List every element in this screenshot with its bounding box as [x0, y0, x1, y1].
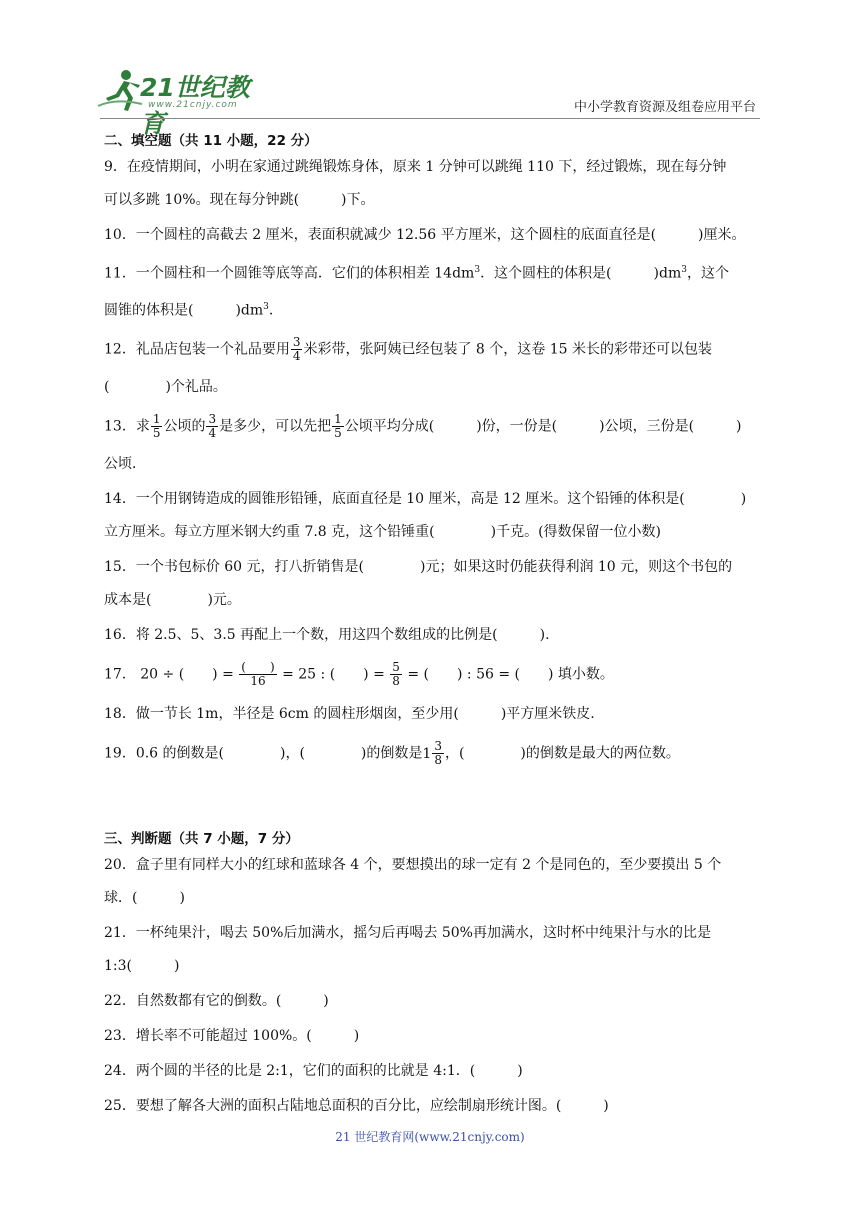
superscript: 3 [681, 265, 687, 275]
fraction: $\frac{3}{4}$ [208, 412, 217, 441]
question-23 [104, 1027, 760, 1045]
question-13 [104, 413, 760, 473]
header-platform-text: 中小学教育资源及组卷应用平台 [573, 100, 756, 115]
question-text: ( )个礼品。 [104, 379, 227, 396]
question-text: 16．将 2.5、5、3.5 再配上一个数，用这四个数组成的比例是( ). [104, 627, 550, 644]
fraction: $\frac{( )}{16}$ [241, 660, 275, 689]
question-text: 公顷． [104, 456, 146, 473]
question-25 [104, 1097, 760, 1115]
question-text: 立方厘米。每立方厘米钢大约重 7.8 克，这个铅锤重( )千克。(得数保留一位小数) [104, 524, 662, 541]
fraction: $\frac{1}{5}$ [334, 412, 342, 441]
fraction: $\frac{1}{5}$ [152, 412, 161, 441]
question-16 [104, 626, 760, 644]
question-text: = ( ) : 56 = ( ) 填小数。 [402, 666, 614, 683]
fraction: $\frac{3}{4}$ [292, 335, 301, 364]
question-17 [104, 661, 760, 688]
question-text: . [268, 302, 274, 319]
superscript: 3 [474, 265, 481, 275]
section-title-true-false: 三、判断题（共 7 小题，7 分） [104, 831, 299, 848]
question-text: 可以多跳 10%。现在每分钟跳( )下。 [104, 192, 375, 208]
question-text: 11．一个圆柱和一个圆锥等底等高．它们的体积相差 14dm [104, 265, 475, 282]
question-text: 米彩带，张阿姨已经包装了 8 个，这卷 15 米长的彩带还可以包装 [303, 341, 712, 358]
question-text: 23．增长率不可能超过 100%。( ) [104, 1028, 360, 1045]
question-11 [104, 261, 760, 319]
question-text: ，( )的倒数是最大的两位数。 [444, 745, 680, 762]
logo [96, 66, 266, 138]
question-10 [104, 226, 760, 244]
question-text: 10．一个圆柱的高截去 2 厘米，表面积就减少 12.56 平方厘米，这个圆柱的底面直径是( )厘米。 [104, 227, 746, 243]
question-text: 19．0.6 的倒数是( )，( )的倒数是 [104, 745, 423, 762]
question-text: 12．礼品店包装一个礼品要用 [104, 341, 290, 358]
question-24 [104, 1062, 760, 1080]
runner-icon [96, 68, 144, 114]
question-text: 公顷的 [163, 418, 206, 435]
question-text: 15．一个书包标价 60 元，打八折销售是( )元；如果这时仍能获得利润 10 元，则这个书包的 [104, 559, 733, 576]
logo-url: www.21cnjy.com [148, 100, 238, 110]
fraction: $\frac{5}{8}$ [392, 660, 400, 689]
page-footer: 21 世纪教育网(www.21cnjy.com) [335, 1130, 525, 1144]
question-text: 球．( ) [104, 890, 185, 907]
question-text: 圆锥的体积是( )dm [104, 302, 264, 319]
question-12 [104, 336, 760, 396]
question-text: ，这个 [686, 265, 729, 282]
question-text: 成本是( )元。 [104, 592, 241, 609]
document-body [104, 128, 760, 1132]
question-text: 24．两个圆的半径的比是 2:1，它们的面积的比就是 4:1．( ) [104, 1063, 523, 1080]
question-text: 9．在疫情期间，小明在家通过跳绳锻炼身体，原来 1 分钟可以跳绳 110 下，经过锻炼，现在每分钟 [104, 159, 727, 175]
superscript: 3 [263, 301, 269, 312]
question-text: 13．求 [104, 418, 150, 435]
question-text: ．这个圆柱的体积是( )dm [480, 265, 682, 282]
question-20 [104, 856, 760, 907]
question-21 [104, 924, 760, 975]
question-9 [104, 158, 760, 209]
question-text: 是多少，可以先把 [219, 418, 332, 435]
question-text: 17． 20 ÷ ( ) = [104, 666, 239, 683]
mixed-number: 1 $\frac{3}{8}$ [422, 739, 442, 768]
question-22 [104, 992, 760, 1010]
question-19 [104, 740, 760, 767]
page-header [0, 0, 860, 138]
question-14 [104, 490, 760, 541]
section-title-fill-blank: 二、填空题（共 11 小题，22 分） [104, 133, 318, 149]
header-divider [100, 118, 760, 119]
question-text: 公顷平均分成( )份，一份是( )公顷，三份是( ) [344, 418, 742, 435]
question-text: 20．盒子里有同样大小的红球和蓝球各 4 个，要想摸出的球一定有 2 个是同色的，至少要摸出 5 个 [104, 857, 722, 874]
question-15 [104, 558, 760, 609]
question-text: 1:3( ) [104, 958, 180, 975]
question-text: 14．一个用钢铸造成的圆锥形铅锤，底面直径是 10 厘米，高是 12 厘米。这个铅锤的体积是( ) [104, 491, 747, 508]
question-18 [104, 705, 760, 723]
question-text: 22．自然数都有它的倒数。( ) [104, 993, 329, 1010]
question-text: = 25 : ( ) = [277, 666, 390, 683]
question-text: 18．做一节长 1m，半径是 6cm 的圆柱形烟囱，至少用( )平方厘米铁皮. [104, 706, 595, 723]
question-text: 21．一杯纯果汁，喝去 50%后加满水，摇匀后再喝去 50%再加满水，这时杯中纯果汁与水的比是 [104, 925, 711, 942]
logo-text: 21世纪教育 [140, 73, 250, 138]
question-text: 25．要想了解各大洲的面积占陆地总面积的百分比，应绘制扇形统计图。( ) [104, 1098, 609, 1115]
